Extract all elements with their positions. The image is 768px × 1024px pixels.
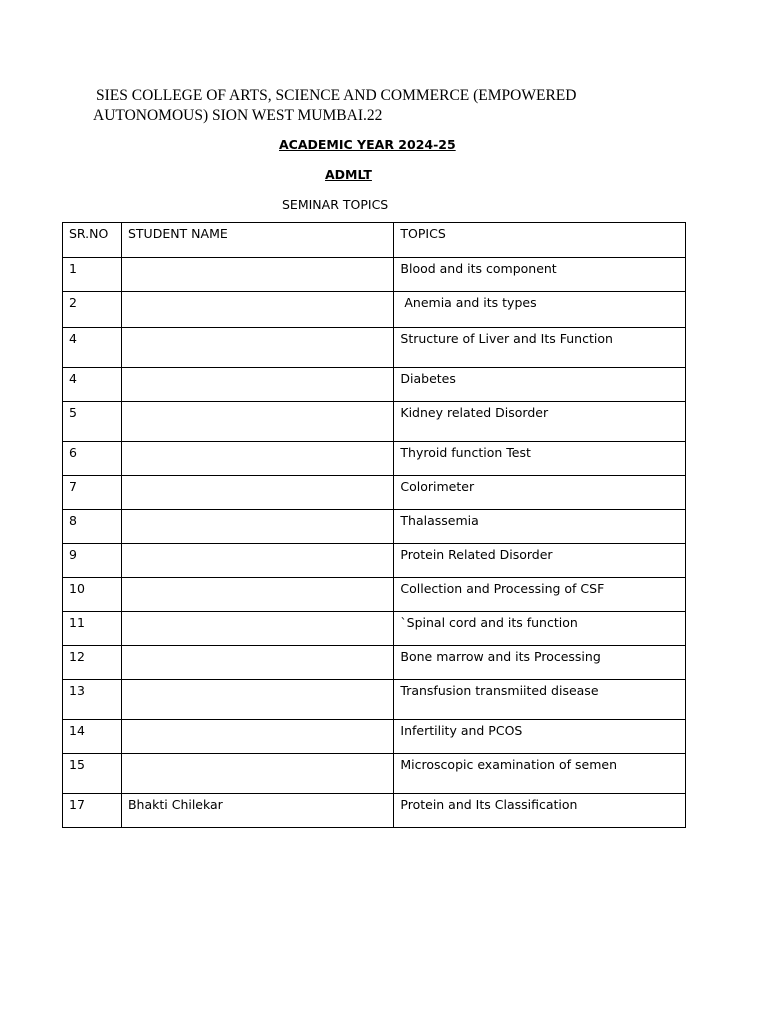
sr-no-cell: 15 — [63, 754, 122, 794]
topic-cell: Protein Related Disorder — [394, 544, 686, 578]
topic-cell: Blood and its component — [394, 258, 686, 292]
sr-no-cell: 8 — [63, 510, 122, 544]
course-name: ADMLT — [325, 167, 372, 182]
topic-cell: Collection and Processing of CSF — [394, 578, 686, 612]
sr-no-cell: 13 — [63, 680, 122, 720]
sr-no-cell: 14 — [63, 720, 122, 754]
table-row — [63, 578, 686, 612]
student-name-cell — [121, 680, 393, 720]
sr-no-cell: 4 — [63, 368, 122, 402]
table-header-row — [63, 223, 686, 258]
topic-cell: Thyroid function Test — [394, 442, 686, 476]
column-header-student-name: STUDENT NAME — [121, 223, 393, 258]
topic-cell: Thalassemia — [394, 510, 686, 544]
sr-no-cell: 1 — [63, 258, 122, 292]
topic-cell: `Spinal cord and its function — [394, 612, 686, 646]
table-row — [63, 258, 686, 292]
student-name-cell — [121, 544, 393, 578]
table-row — [63, 646, 686, 680]
topic-cell: Structure of Liver and Its Function — [394, 328, 686, 368]
sr-no-cell: 7 — [63, 476, 122, 510]
topic-cell: Colorimeter — [394, 476, 686, 510]
student-name-cell — [121, 442, 393, 476]
topic-cell: Infertility and PCOS — [394, 720, 686, 754]
topic-cell: Diabetes — [394, 368, 686, 402]
topic-cell: Transfusion transmiited disease — [394, 680, 686, 720]
seminar-topics-table — [62, 222, 686, 828]
student-name-cell — [121, 292, 393, 328]
student-name-cell — [121, 720, 393, 754]
sr-no-cell: 17 — [63, 794, 122, 828]
sr-no-cell: 11 — [63, 612, 122, 646]
academic-year: ACADEMIC YEAR 2024-25 — [279, 137, 456, 152]
student-name-cell — [121, 612, 393, 646]
table-row — [63, 476, 686, 510]
student-name-cell — [121, 368, 393, 402]
topic-cell: Protein and Its Classification — [394, 794, 686, 828]
topic-cell: Anemia and its types — [394, 292, 686, 328]
student-name-cell — [121, 510, 393, 544]
table-row — [63, 368, 686, 402]
sr-no-cell: 5 — [63, 402, 122, 442]
table-row — [63, 544, 686, 578]
student-name-cell — [121, 754, 393, 794]
table-row — [63, 510, 686, 544]
college-name-line1: SIES COLLEGE OF ARTS, SCIENCE AND COMMERCE (EMPOWERED — [96, 87, 577, 104]
student-name-cell — [121, 328, 393, 368]
table-row — [63, 612, 686, 646]
student-name-cell — [121, 258, 393, 292]
table-row — [63, 402, 686, 442]
topic-cell: Kidney related Disorder — [394, 402, 686, 442]
topic-cell: Microscopic examination of semen — [394, 754, 686, 794]
table-row — [63, 794, 686, 828]
sr-no-cell: 12 — [63, 646, 122, 680]
student-name-cell — [121, 646, 393, 680]
table-row — [63, 292, 686, 328]
sr-no-cell: 4 — [63, 328, 122, 368]
table-row — [63, 720, 686, 754]
table-row — [63, 754, 686, 794]
table-row — [63, 680, 686, 720]
topic-cell: Bone marrow and its Processing — [394, 646, 686, 680]
student-name-cell — [121, 476, 393, 510]
college-name-line2: AUTONOMOUS) SION WEST MUMBAI.22 — [93, 107, 383, 124]
table-row — [63, 328, 686, 368]
column-header-topics: TOPICS — [394, 223, 686, 258]
sr-no-cell: 6 — [63, 442, 122, 476]
sr-no-cell: 9 — [63, 544, 122, 578]
college-name — [93, 86, 653, 126]
table-title: SEMINAR TOPICS — [282, 197, 389, 212]
student-name-cell — [121, 402, 393, 442]
student-name-cell: Bhakti Chilekar — [121, 794, 393, 828]
column-header-sr-no: SR.NO — [63, 223, 122, 258]
sr-no-cell: 2 — [63, 292, 122, 328]
sr-no-cell: 10 — [63, 578, 122, 612]
table-row — [63, 442, 686, 476]
student-name-cell — [121, 578, 393, 612]
